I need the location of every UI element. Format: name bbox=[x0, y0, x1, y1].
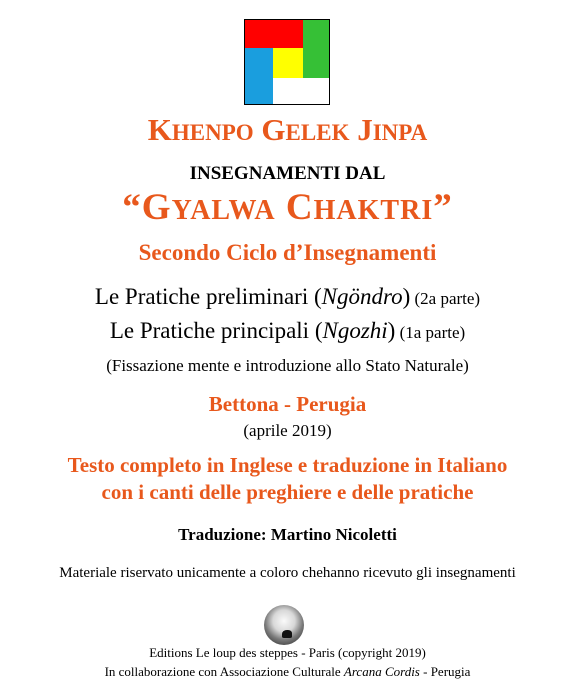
publisher-line: Editions Le loup des steppes - Paris (copyright 2019) bbox=[149, 645, 426, 660]
practice-line-2: Le Pratiche principali (Ngozhi) (1a parte) bbox=[109, 318, 466, 343]
author-name: KHENPO GELEK JINPA bbox=[147, 112, 428, 147]
collaboration-line: In collaborazione con Associazione Culturale Arcana Cordis - Perugia bbox=[104, 664, 471, 679]
fixation-note: (Fissazione mente e introduzione allo Stato Naturale) bbox=[106, 356, 469, 375]
date: (aprile 2019) bbox=[243, 421, 332, 440]
logo-white-block bbox=[273, 78, 330, 105]
main-title: “GYALWA CHAKTRI” bbox=[122, 187, 453, 228]
logo-red-block bbox=[245, 20, 303, 48]
moon-wolf-icon bbox=[264, 605, 304, 645]
practice-line-1: Le Pratiche preliminari (Ngöndro) (2a parte) bbox=[94, 284, 481, 309]
logo-yellow-block bbox=[273, 48, 303, 78]
location: Bettona - Perugia bbox=[208, 392, 367, 416]
five-elements-logo bbox=[244, 19, 330, 105]
description-line-2: con i canti delle preghiere e delle pratiche bbox=[101, 480, 474, 504]
logo-blue-block bbox=[245, 48, 273, 105]
cycle-heading: Secondo Ciclo d’Insegnamenti bbox=[138, 240, 437, 265]
restricted-notice: Materiale riservato unicamente a coloro chehanno ricevuto gli insegnamenti bbox=[59, 565, 516, 581]
description-line-1: Testo completo in Inglese e traduzione in Italiano bbox=[67, 453, 508, 477]
subtitle: INSEGNAMENTI DAL bbox=[189, 163, 386, 184]
logo-green-block bbox=[303, 20, 330, 78]
translation-credit: Traduzione: Martino Nicoletti bbox=[178, 525, 397, 544]
